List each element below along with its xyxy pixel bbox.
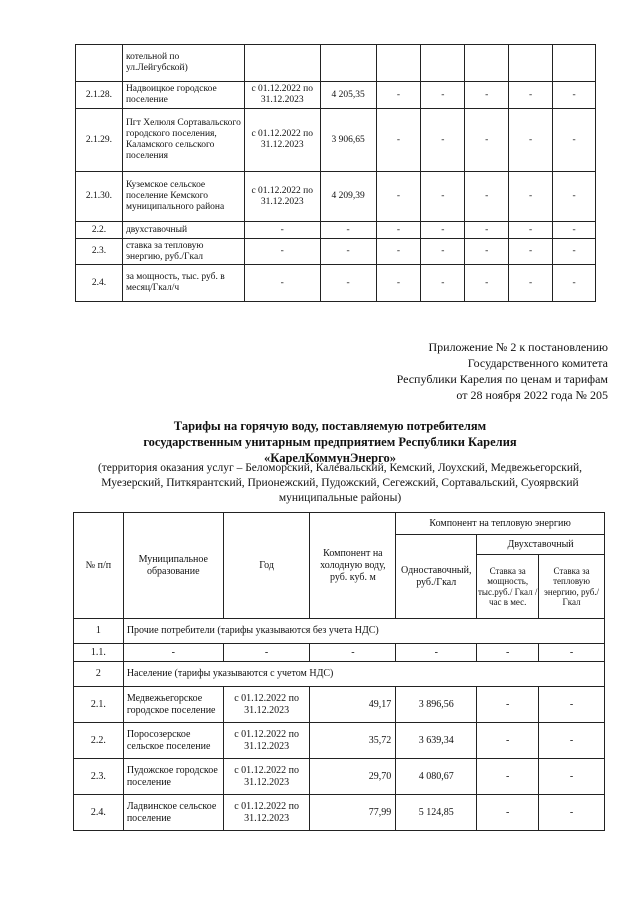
value-cell: - — [465, 172, 509, 222]
section-label: Население (тарифы указываются с учетом НДС) — [123, 662, 604, 687]
header-municipality: Муниципальное образование — [123, 513, 223, 619]
cold-water-cell: 29,70 — [310, 759, 396, 795]
period-cell: - — [244, 239, 320, 265]
value-cell: - — [376, 222, 421, 239]
section-row — [74, 662, 605, 687]
period-cell: с 01.12.2022 по 31.12.2023 — [244, 82, 320, 109]
energy-rate-cell: - — [539, 723, 605, 759]
appendix-line: Республики Карелия по ценам и тарифам — [396, 372, 608, 386]
value-cell: - — [421, 239, 465, 265]
year-cell: с 01.12.2022 по 31.12.2023 — [223, 723, 310, 759]
energy-rate-cell: - — [539, 687, 605, 723]
value-cell: - — [509, 82, 553, 109]
appendix-line: Приложение № 2 к постановлению — [428, 340, 608, 354]
title-line: государственным унитарным предприятием Республики Карелия — [143, 435, 517, 449]
table-row — [74, 759, 605, 795]
cold-water-cell: 35,72 — [310, 723, 396, 759]
row-number — [76, 45, 123, 82]
header-heat-component: Компонент на тепловую энергию — [396, 513, 605, 535]
value-cell: - — [376, 239, 421, 265]
energy-rate-cell: - — [539, 644, 605, 662]
table-row — [76, 172, 596, 222]
table-row — [76, 239, 596, 265]
appendix-line: от 28 ноября 2022 года № 205 — [456, 388, 608, 402]
row-number: 2.4. — [76, 265, 123, 302]
one-rate-cell: 3 896,56 — [396, 687, 477, 723]
title-line: «КарелКоммунЭнерго» — [264, 451, 396, 465]
value-cell: - — [376, 172, 421, 222]
row-number: 2.3. — [76, 239, 123, 265]
one-rate-cell: 3 639,34 — [396, 723, 477, 759]
value-cell: - — [421, 265, 465, 302]
value-cell: - — [320, 222, 376, 239]
value-cell: - — [465, 222, 509, 239]
period-cell: - — [244, 222, 320, 239]
power-rate-cell: - — [477, 795, 539, 831]
value-cell: - — [509, 239, 553, 265]
power-rate-cell: - — [477, 723, 539, 759]
municipality-cell: Поросозерское сельское поселение — [123, 723, 223, 759]
header-year: Год — [223, 513, 310, 619]
value-cell: - — [376, 82, 421, 109]
municipality-cell: ставка за тепловую энергию, руб./Гкал — [122, 239, 244, 265]
value-cell: - — [465, 265, 509, 302]
value-cell: - — [465, 239, 509, 265]
header-energy-rate: Ставка за тепловую энергию, руб./Гкал — [539, 555, 605, 619]
energy-rate-cell: - — [539, 795, 605, 831]
value-cell: - — [421, 222, 465, 239]
row-number: 2 — [74, 662, 124, 687]
power-rate-cell: - — [477, 759, 539, 795]
year-cell: - — [223, 644, 310, 662]
table-row — [76, 82, 596, 109]
value-cell: - — [421, 82, 465, 109]
table-row — [76, 45, 596, 82]
appendix-line: Государственного комитета — [467, 356, 608, 370]
row-number: 1 — [74, 619, 124, 644]
value-cell: 4 205,35 — [320, 82, 376, 109]
one-rate-cell: 5 124,85 — [396, 795, 477, 831]
header-num: № п/п — [74, 513, 124, 619]
value-cell: - — [553, 109, 596, 172]
municipality-cell: за мощность, тыс. руб. в месяц/Гкал/ч — [122, 265, 244, 302]
municipality-cell: двухставочный — [122, 222, 244, 239]
value-cell — [376, 45, 421, 82]
cold-water-cell: 77,99 — [310, 795, 396, 831]
table-row — [74, 644, 605, 662]
value-cell: 4 209,39 — [320, 172, 376, 222]
value-cell: - — [553, 172, 596, 222]
table-row — [74, 795, 605, 831]
row-number: 2.2. — [76, 222, 123, 239]
value-cell: - — [465, 109, 509, 172]
value-cell — [509, 45, 553, 82]
document-title — [60, 418, 600, 466]
header-cold-water: Компонент на холодную воду, руб. куб. м — [310, 513, 396, 619]
municipality-cell: Куземское сельское поселение Кемского муниципального района — [122, 172, 244, 222]
table-row — [76, 109, 596, 172]
municipality-cell: котельной по ул.Лейгубской) — [122, 45, 244, 82]
appendix-reference — [397, 339, 608, 403]
municipality-cell: Пудожское городское поселение — [123, 759, 223, 795]
value-cell: - — [509, 109, 553, 172]
period-cell: - — [244, 265, 320, 302]
municipality-cell: Медвежьегорское городское поселение — [123, 687, 223, 723]
value-cell: - — [509, 172, 553, 222]
value-cell: 3 906,65 — [320, 109, 376, 172]
row-number: 2.2. — [74, 723, 124, 759]
table-row — [74, 687, 605, 723]
value-cell: - — [553, 82, 596, 109]
period-cell: с 01.12.2022 по 31.12.2023 — [244, 109, 320, 172]
value-cell — [320, 45, 376, 82]
title-line: Тарифы на горячую воду, поставляемую потребителям — [173, 419, 487, 433]
value-cell: - — [320, 265, 376, 302]
energy-rate-cell: - — [539, 759, 605, 795]
cold-water-cell: - — [310, 644, 396, 662]
value-cell: - — [509, 265, 553, 302]
row-number: 2.3. — [74, 759, 124, 795]
section-row — [74, 619, 605, 644]
year-cell: с 01.12.2022 по 31.12.2023 — [223, 759, 310, 795]
row-number: 2.1. — [74, 687, 124, 723]
one-rate-cell: - — [396, 644, 477, 662]
year-cell: с 01.12.2022 по 31.12.2023 — [223, 795, 310, 831]
value-cell: - — [376, 265, 421, 302]
table-row — [76, 222, 596, 239]
header-one-rate: Одноставочный, руб./Гкал — [396, 535, 477, 619]
service-territory: (территория оказания услуг – Беломорский, Калевальский, Кемский, Лоухский, Медвежьегорский, Муезерский, Питкярантский, Прионежский, Пудожский, Сегежский, Сортавальский, Суоярвский муниципальные районы) — [97, 462, 583, 504]
row-number: 2.1.28. — [76, 82, 123, 109]
value-cell: - — [553, 265, 596, 302]
municipality-cell: Пгт Хелюля Сортавальского городского поселения, Каламского сельского поселения — [122, 109, 244, 172]
header-row — [74, 513, 605, 535]
row-number: 2.4. — [74, 795, 124, 831]
row-number: 2.1.30. — [76, 172, 123, 222]
value-cell: - — [421, 109, 465, 172]
table-row — [74, 723, 605, 759]
period-cell: с 01.12.2022 по 31.12.2023 — [244, 172, 320, 222]
value-cell: - — [553, 239, 596, 265]
value-cell — [465, 45, 509, 82]
value-cell — [421, 45, 465, 82]
value-cell: - — [376, 109, 421, 172]
continuation-tariff-table — [75, 44, 596, 302]
municipality-cell: Надвоицкое городское поселение — [122, 82, 244, 109]
row-number: 1.1. — [74, 644, 124, 662]
period-cell — [244, 45, 320, 82]
municipality-cell: Ладвинское сельское поселение — [123, 795, 223, 831]
section-label: Прочие потребители (тарифы указываются без учета НДС) — [123, 619, 604, 644]
value-cell — [553, 45, 596, 82]
power-rate-cell: - — [477, 644, 539, 662]
row-number: 2.1.29. — [76, 109, 123, 172]
value-cell: - — [421, 172, 465, 222]
value-cell: - — [465, 82, 509, 109]
value-cell: - — [509, 222, 553, 239]
table-row — [76, 265, 596, 302]
hot-water-tariff-table — [73, 512, 605, 831]
header-power-rate: Ставка за мощность, тыс.руб./ Гкал / час в мес. — [477, 555, 539, 619]
one-rate-cell: 4 080,67 — [396, 759, 477, 795]
year-cell: с 01.12.2022 по 31.12.2023 — [223, 687, 310, 723]
value-cell: - — [553, 222, 596, 239]
header-two-rate: Двухставочный — [477, 535, 605, 555]
cold-water-cell: 49,17 — [310, 687, 396, 723]
municipality-cell: - — [123, 644, 223, 662]
value-cell: - — [320, 239, 376, 265]
power-rate-cell: - — [477, 687, 539, 723]
